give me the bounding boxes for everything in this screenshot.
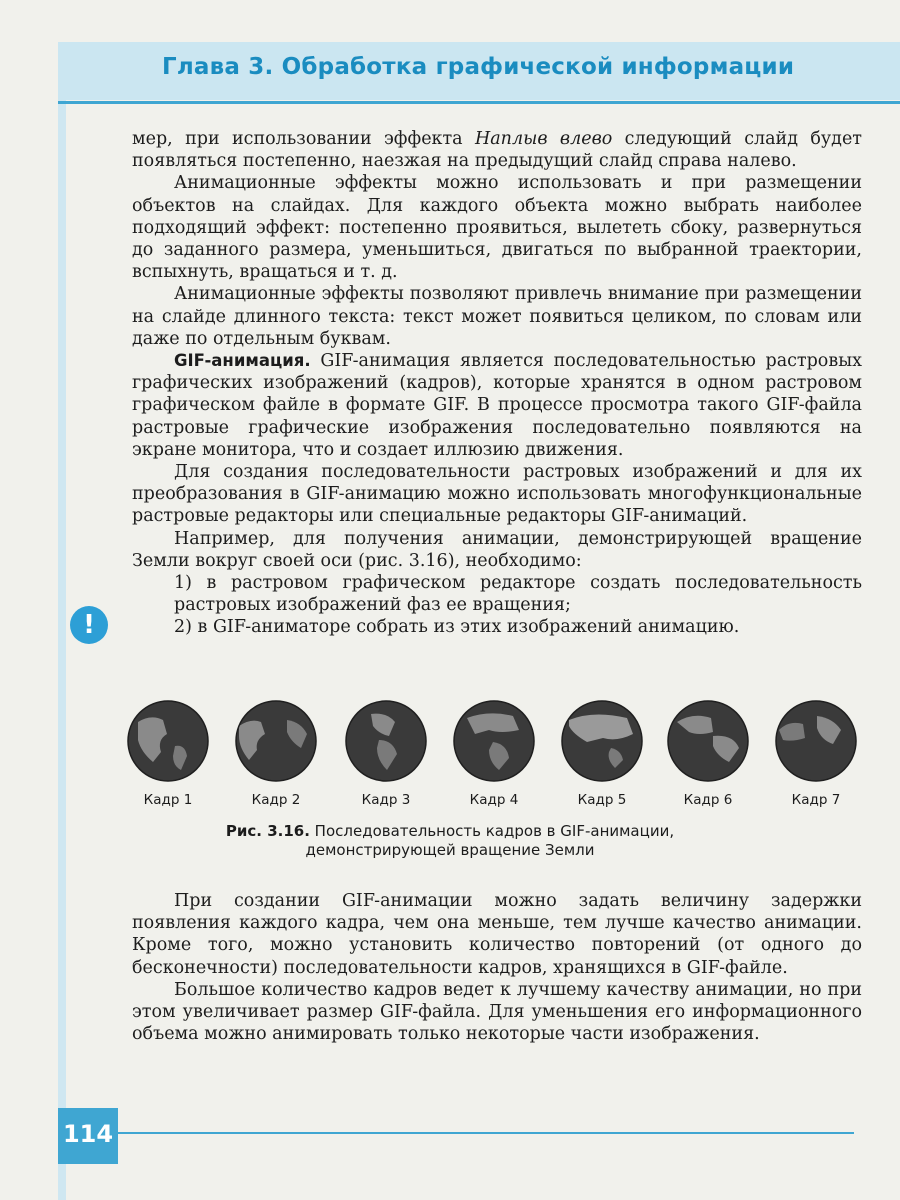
globe-icon (557, 700, 647, 782)
frame (552, 700, 652, 808)
frame-label: Кадр 3 (361, 792, 411, 808)
list-item: 2) в GIF-аниматоре собрать из этих изображений анимацию. (174, 617, 740, 638)
term-gif-animation: GIF-анимация. (174, 351, 311, 371)
paragraph-2: Анимационные эффекты можно использовать и при размещении объектов на слайдах. Для каждого объекта можно выбрать наиболее подходящий эффект: постепенно проявиться, вылететь сбоку, развернуться до заданного размера, уменьшиться, двигаться по выбранной траектории, вспыхнуть, вращаться и т. д. (132, 173, 862, 283)
paragraph-7: При создании GIF-анимации можно задать величину задержки появления каждого кадра, чем она меньше, тем лучше качество анимации. Кроме того, можно установить количество повторений (от одного до бесконечности) последовательности кадров, хранящихся в GIF-файле. (132, 891, 862, 978)
globe-icon (449, 700, 539, 782)
frame (444, 700, 544, 808)
globe-icon (341, 700, 431, 782)
globe-icon (771, 700, 861, 782)
frame-label: Кадр 4 (469, 792, 519, 808)
frame (658, 700, 758, 808)
globe-icon (231, 700, 321, 782)
globe-icon (123, 700, 213, 782)
effect-name: Наплыв влево (474, 129, 613, 149)
paragraph-3: Анимационные эффекты позволяют привлечь внимание при размещении на слайде длинного текста: текст может появиться целиком, по словам или даже по отдельным буквам. (132, 284, 862, 349)
frame (766, 700, 866, 808)
header-rule (58, 101, 900, 104)
frame-label: Кадр 6 (683, 792, 733, 808)
paragraph-1: мер, при использовании эффекта Наплыв влево следующий слайд будет появляться постепенно, наезжая на предыдущий слайд справа налево. (132, 129, 862, 172)
frame (336, 700, 436, 808)
body-text-bottom (132, 890, 862, 1045)
globe-icon (663, 700, 753, 782)
frame-label: Кадр 7 (791, 792, 841, 808)
frame (118, 700, 218, 808)
list-item: 1) в растровом графическом редакторе создать последовательность растровых изображений фаз ее вращения; (174, 573, 862, 616)
paragraph-4: GIF-анимация. GIF-анимация является последовательностью растровых графических изображений (кадров), которые хранятся в одном растровом графическом файле в формате GIF. В процессе просмотра такого GIF-файла растровые графические изображения последовательно появляются на экране монитора, что и создает иллюзию движения. (132, 351, 862, 460)
body-text-top (132, 128, 862, 639)
paragraph-8: Большое количество кадров ведет к лучшему качеству анимации, но при этом увеличивает размер GIF-файла. Для уменьшения его информационного объема можно анимировать только некоторые части изображения. (132, 979, 862, 1045)
frame-label: Кадр 2 (251, 792, 301, 808)
paragraph-6: Например, для получения анимации, демонстрирующей вращение Земли вокруг своей оси (рис. 3.16), необходимо: (132, 528, 862, 571)
left-margin-bar (58, 42, 66, 1200)
paragraph-5: Для создания последовательности растровых изображений и для их преобразования в GIF-анимацию можно использовать многофункциональные растровые редакторы или специальные редакторы GIF-анимаций. (132, 462, 862, 527)
figure-caption: Рис. 3.16. Последовательность кадров в GIF-анимации, демонстрирующей вращение Земли (225, 822, 675, 859)
caption-label: Рис. 3.16. (225, 822, 310, 840)
frame-label: Кадр 5 (577, 792, 627, 808)
footer-rule (118, 1132, 854, 1134)
frame-label: Кадр 1 (143, 792, 193, 808)
frame (226, 700, 326, 808)
chapter-title: Глава 3. Обработка графической информации (162, 54, 795, 80)
figure-frames (118, 700, 878, 810)
exclamation-icon: ! (70, 606, 108, 644)
page-number: 114 (62, 1120, 114, 1148)
